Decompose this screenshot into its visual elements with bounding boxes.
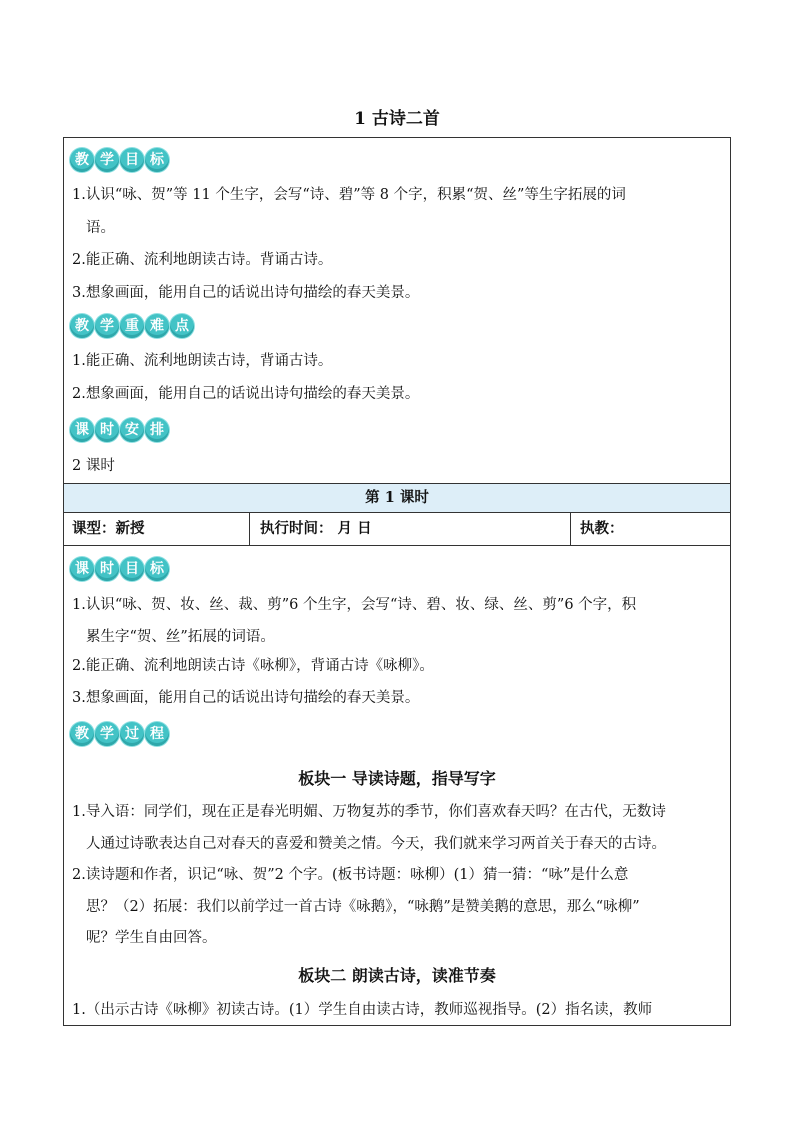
block-one-heading: 板块一 导读诗题，指导写字 [298, 769, 496, 788]
badge-process: 教 学 过 程 [70, 722, 169, 746]
block-one-line: 思？（2）拓展：我们以前学过一首古诗《咏鹅》，“咏鹅”是赞美鹅的意思，那么“咏柳” [86, 899, 640, 915]
goal-line: 3.想象画面，能用自己的话说出诗句描绘的春天美景。 [72, 285, 420, 301]
badge-lesson-goals: 课 时 目 标 [70, 557, 169, 581]
lesson-goal-line: 1.认识“咏、贺、妆、丝、裁、剪”6 个生字，会写“诗、碧、妆、绿、丝、剪”6 个字，积 [72, 597, 637, 613]
block-one-line: 呢？学生自由回答。 [86, 930, 217, 946]
lesson-goal-line: 累生字“贺、丝”拓展的词语。 [86, 629, 275, 645]
lesson-type: 课型：新授 [72, 520, 145, 537]
schedule-text: 2 课时 [72, 458, 115, 474]
lesson-goal-line: 2.能正确、流利地朗读古诗《咏柳》，背诵古诗《咏柳》。 [72, 658, 434, 674]
lesson-band: 第 1 课时 [64, 483, 730, 513]
block-one-line: 2.读诗题和作者，识记“咏、贺”2 个字。(板书诗题：咏柳）(1）猜一猜：“咏”是什么意 [72, 867, 629, 883]
badge-schedule: 课 时 安 排 [70, 418, 169, 442]
block-one-line: 1.导入语：同学们，现在正是春光明媚、万物复苏的季节，你们喜欢春天吗？在古代，无数诗 [72, 804, 666, 820]
lesson-goal-line: 3.想象画面，能用自己的话说出诗句描绘的春天美景。 [72, 690, 420, 706]
page-title: 1 古诗二首 [354, 109, 440, 129]
goal-line: 1.认识“咏、贺”等 11 个生字，会写“诗、碧”等 8 个字，积累“贺、丝”等生字拓展的词 [72, 187, 626, 203]
goal-line: 2.能正确、流利地朗读古诗。背诵古诗。 [72, 252, 333, 268]
divider [570, 513, 571, 545]
teacher: 执教： [580, 520, 624, 537]
lesson-plan-table [63, 137, 731, 1026]
execution-time: 执行时间： 月 日 [260, 520, 372, 537]
goal-line: 语。 [86, 220, 115, 236]
key-point-line: 1.能正确、流利地朗读古诗，背诵古诗。 [72, 353, 333, 369]
divider [249, 513, 250, 545]
block-one-line: 人通过诗歌表达自己对春天的喜爱和赞美之情。今天，我们就来学习两首关于春天的古诗。 [86, 836, 666, 852]
meta-row [64, 513, 730, 546]
block-two-heading: 板块二 朗读古诗，读准节奏 [298, 966, 496, 985]
badge-key-points: 教 学 重 难 点 [70, 314, 194, 338]
block-two-line: 1.（出示古诗《咏柳》初读古诗。(1）学生自由读古诗，教师巡视指导。(2）指名读，教师 [72, 1002, 653, 1018]
key-point-line: 2.想象画面，能用自己的话说出诗句描绘的春天美景。 [72, 386, 420, 402]
badge-teaching-goals: 教 学 目 标 [70, 148, 169, 172]
